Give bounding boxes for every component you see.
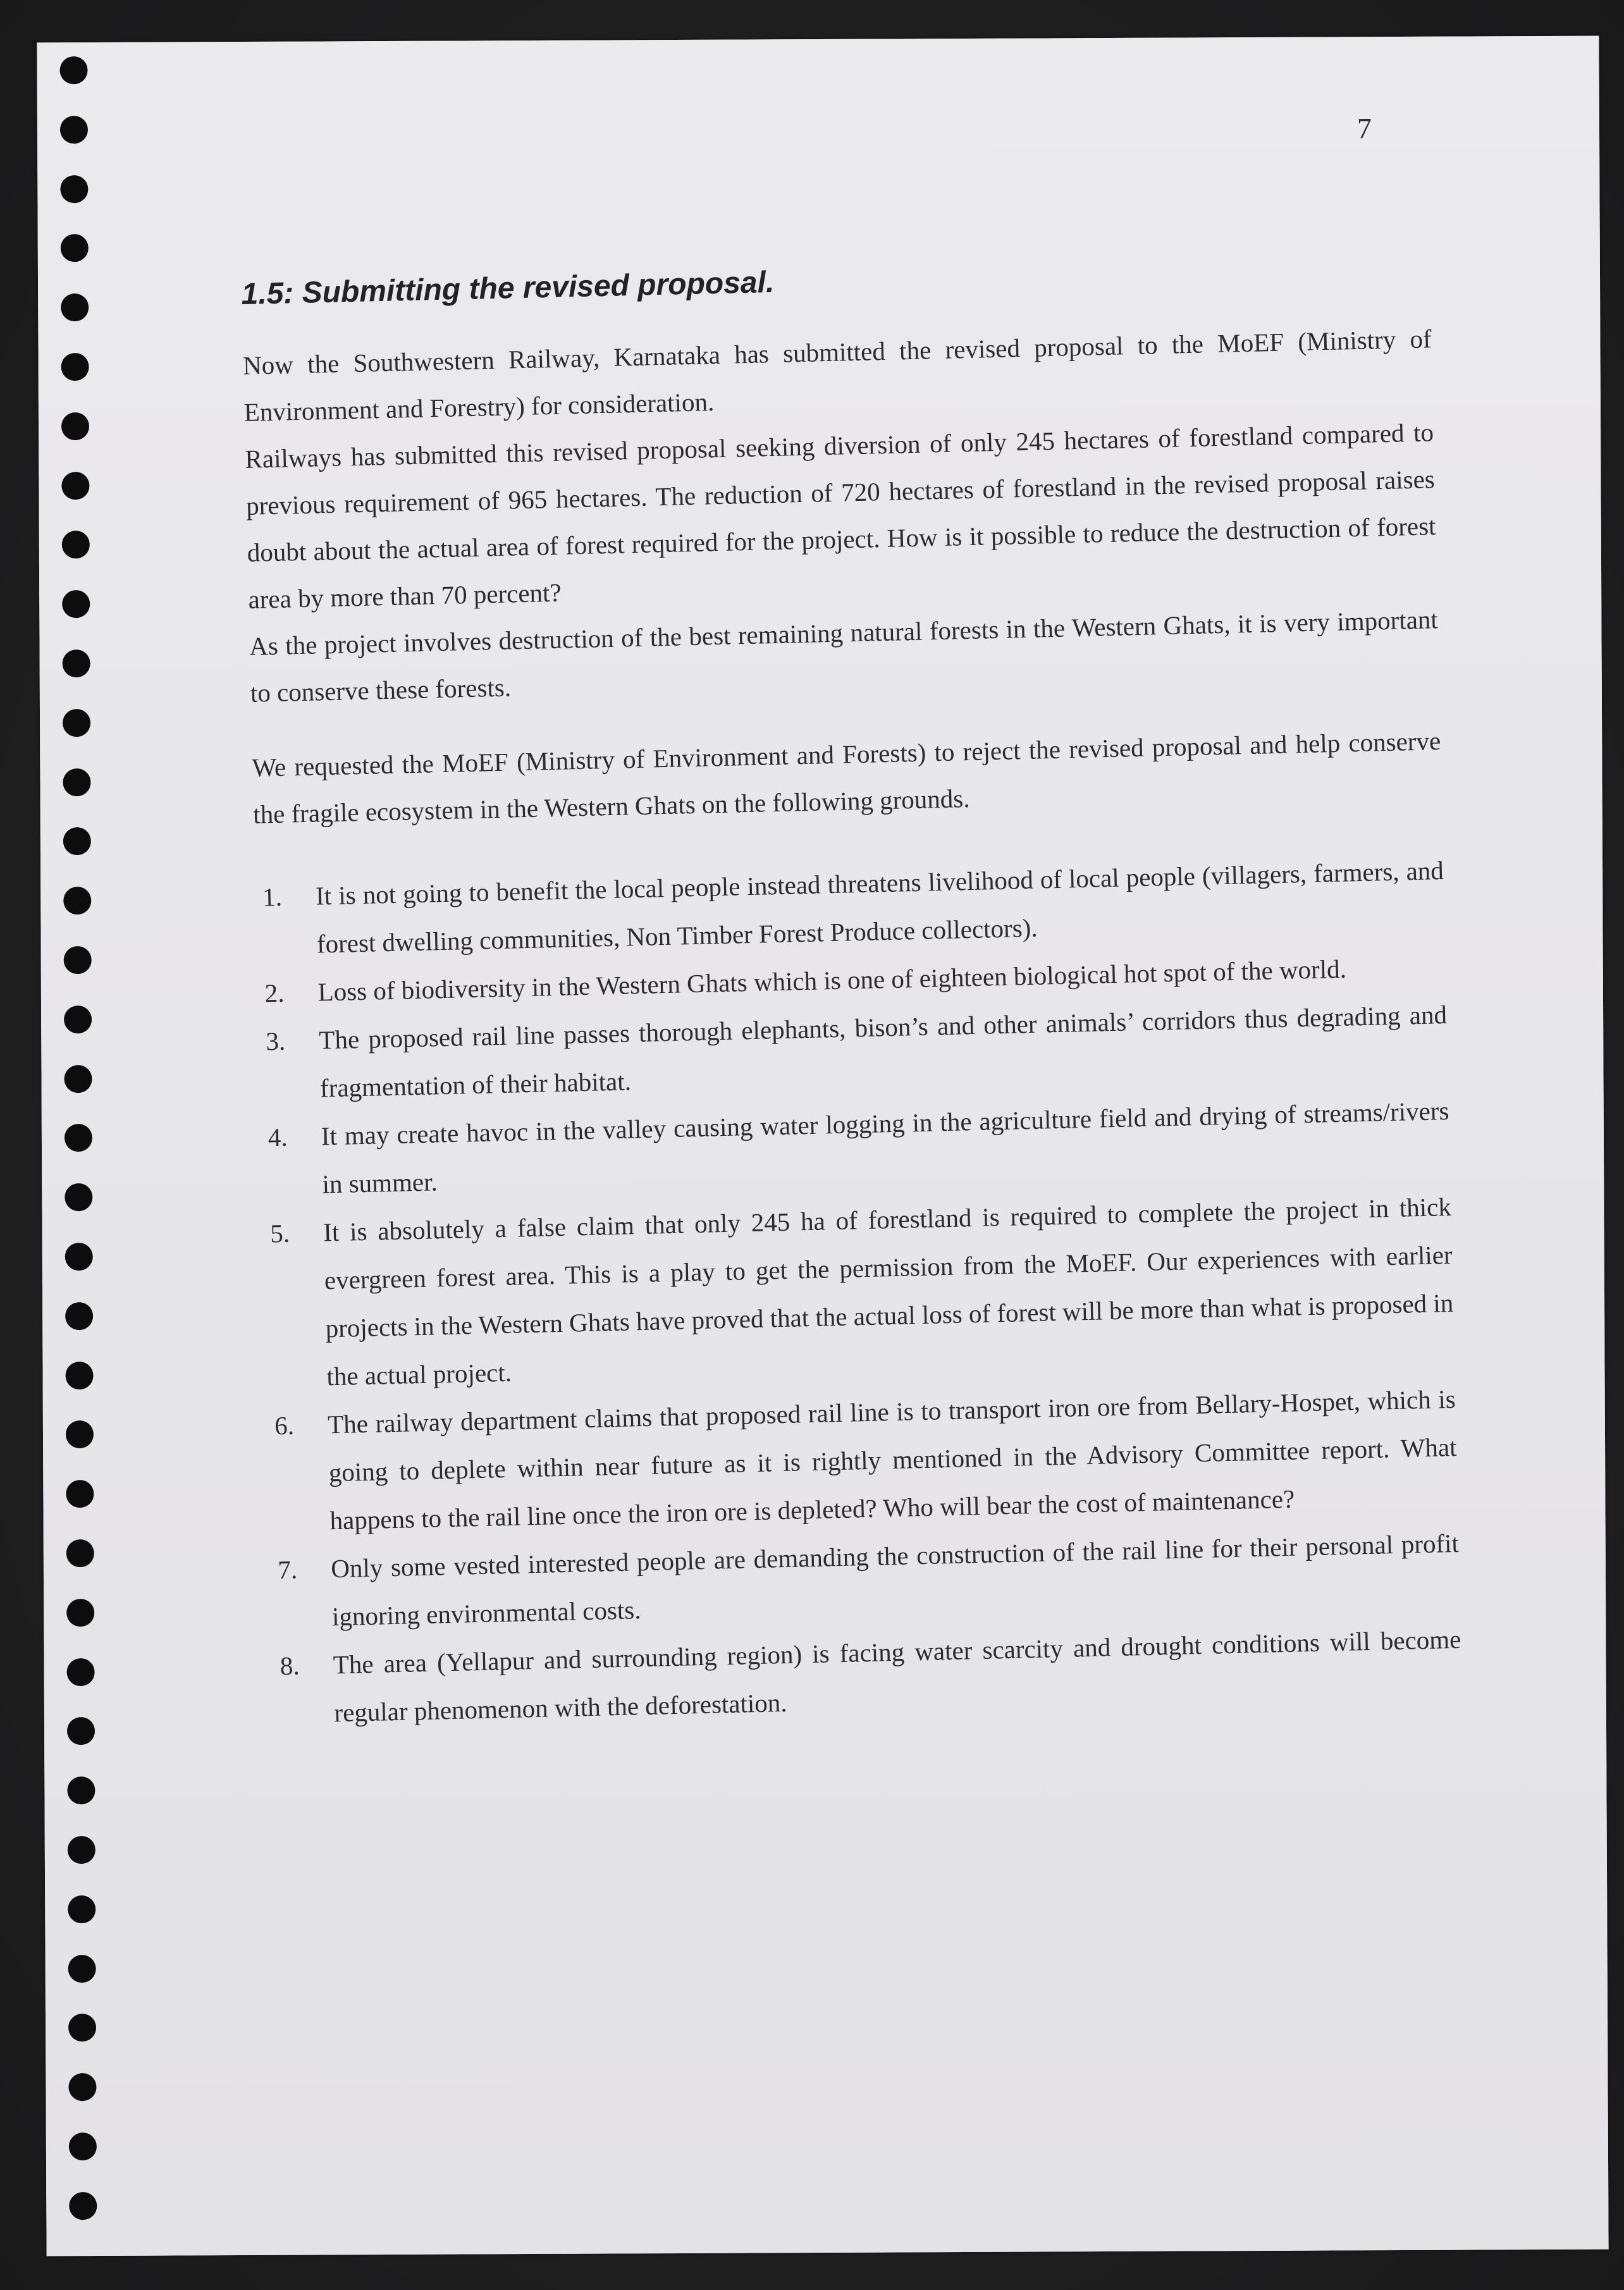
list-item	[262, 1183, 1455, 1402]
paragraph: Now the Southwestern Railway, Karnataka has submitted the revised proposal to the MoEF (Ministry of Environment and Forestry) for consideration.	[242, 324, 1432, 427]
binding-hole	[69, 2133, 97, 2160]
binding-hole	[65, 1302, 93, 1330]
paragraph: Railways has submitted this revised proposal seeking diversion of only 245 hectares of forestland compared to previous requirement of 965 hectares. The reduction of 720 hectares of forestland in the revised proposal raises doubt about the actual area of forest required for the project. How is it possible to reduce the destruction of forest area by more than 70 percent?	[244, 417, 1436, 614]
binding-hole	[67, 1658, 95, 1686]
list-item-text: Loss of biodiversity in the Western Ghats which is one of eighteen biological hot spot of the world.	[317, 954, 1347, 1007]
list-item-number: 3.	[265, 1026, 286, 1056]
list-item-text: It may create havoc in the valley causing water logging in the agriculture field and drying of streams/rivers in summer.	[321, 1095, 1449, 1199]
binding-hole	[64, 1065, 92, 1093]
document-page	[37, 36, 1608, 2256]
list-item-number: 1.	[262, 882, 283, 912]
binding-hole	[61, 472, 89, 500]
binding-hole	[66, 1420, 94, 1448]
list-item-number: 6.	[274, 1410, 295, 1441]
binding-hole	[63, 768, 90, 796]
binding-hole	[68, 2014, 96, 2041]
binding-hole	[61, 293, 89, 321]
binding-hole	[64, 946, 92, 974]
binding-hole	[67, 1717, 95, 1745]
binding-hole	[69, 2192, 97, 2220]
binding-hole	[65, 1243, 93, 1271]
binding-hole	[61, 234, 89, 262]
list-item	[266, 1375, 1458, 1546]
section-heading: 1.5: Submitting the revised proposal.	[240, 265, 775, 311]
binding-hole	[68, 1895, 95, 1923]
binding-hole	[68, 1836, 95, 1864]
binding-hole	[65, 1124, 92, 1152]
binding-hole	[66, 1599, 94, 1627]
binding-hole	[65, 1183, 92, 1211]
list-item-number: 2.	[264, 978, 285, 1008]
paragraph: As the project involves destruction of the best remaining natural forests in the Western Ghats, it is very important to conserve these forests.	[249, 605, 1439, 708]
grounds-list	[254, 846, 1463, 1738]
list-item-text: It is absolutely a false claim that only 245 ha of forestland is required to complete the project in thick evergreen forest area. This is a play to get the permission from the MoEF. Our experiences with earlier projects in the Western Ghats have proved that the actual loss of forest will be more than what is proposed in the actual project.	[323, 1191, 1454, 1391]
list-item-text: The proposed rail line passes thorough elephants, bison’s and other animals’ corridors thus degrading and fragmentation of their habitat.	[318, 1000, 1448, 1103]
list-item-text: It is not going to benefit the local people instead threatens livelihood of local people (villagers, farmers, and forest dwelling communities, Non Timber Forest Produce collectors).	[315, 856, 1444, 959]
list-item-text: Only some vested interested people are demanding the construction of the rail line for their personal profit ignoring environmental costs.	[330, 1528, 1460, 1632]
binding-hole	[64, 1006, 92, 1033]
binding-hole	[63, 827, 91, 855]
page-number: 7	[1356, 112, 1372, 145]
page-content	[240, 217, 1463, 1738]
list-item-text: The railway department claims that proposed rail line is to transport iron ore from Bellary-Hospet, which is going to deplete within near future as it is rightly mentioned in the Advisory Committee report. What happens to the rail line once the iron ore is depleted? Who will bear the cost of maintenance?	[327, 1384, 1457, 1536]
list-item-number: 5.	[269, 1218, 290, 1248]
binding-hole	[61, 353, 89, 381]
paragraph: We requested the MoEF (Ministry of Environment and Forests) to reject the revised proposal and help conserve the fragile ecosystem in the Western Ghats on the following grounds.	[252, 726, 1441, 829]
binding-hole	[66, 1539, 94, 1567]
list-item-number: 8.	[280, 1651, 300, 1681]
binding-hole	[68, 2073, 96, 2101]
list-item-number: 4.	[268, 1122, 288, 1152]
binding-hole	[68, 1955, 96, 1983]
list-item-text: The area (Yellapur and surrounding region) is facing water scarcity and drought conditions will become regular phenomenon with the deforestation.	[333, 1624, 1461, 1728]
binding-hole	[62, 531, 90, 558]
binding-hole	[60, 116, 88, 144]
binding-hole	[65, 1362, 93, 1389]
binding-hole	[67, 1776, 95, 1804]
list-item-number: 7.	[277, 1554, 298, 1585]
binding-holes	[37, 42, 141, 2256]
binding-hole	[60, 175, 88, 203]
binding-hole	[59, 56, 87, 84]
binding-hole	[63, 887, 91, 914]
binding-hole	[62, 590, 90, 618]
binding-hole	[66, 1480, 94, 1508]
binding-hole	[63, 709, 90, 737]
binding-hole	[63, 649, 90, 677]
binding-hole	[61, 412, 89, 440]
